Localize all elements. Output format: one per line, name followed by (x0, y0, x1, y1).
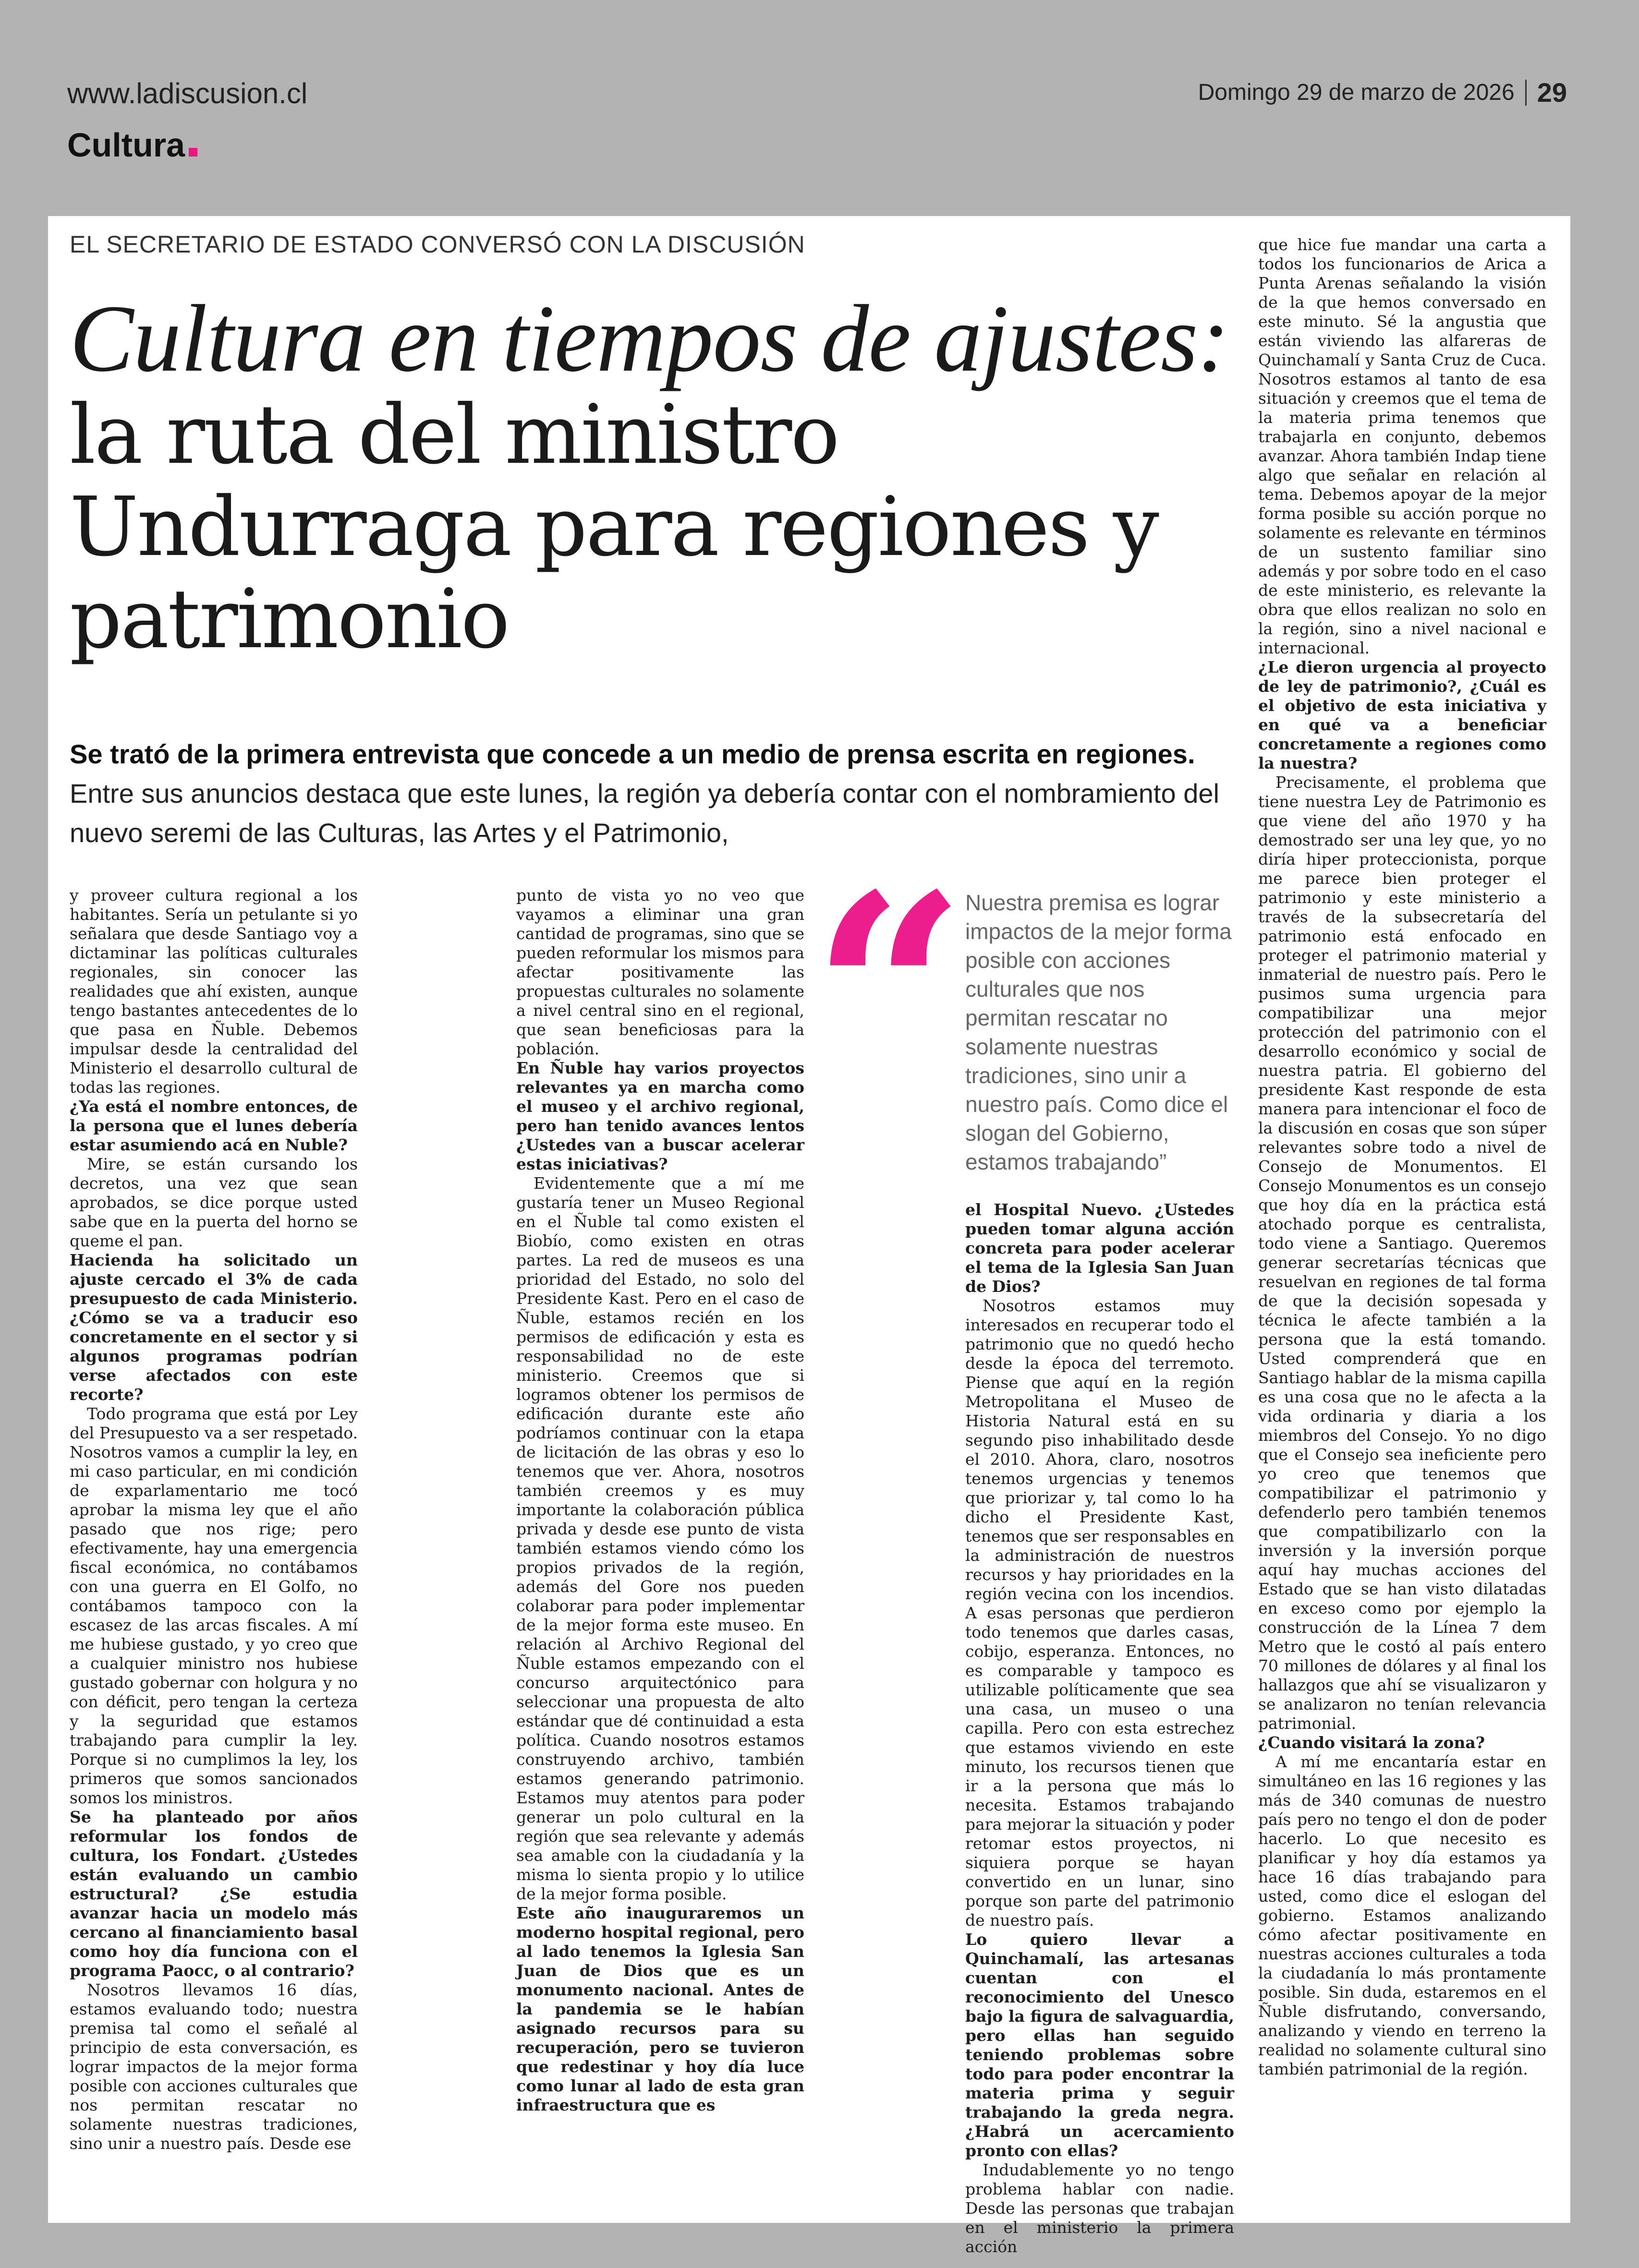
body-paragraph: Todo programa que está por Ley del Presupuesto va a ser respetado. Nosotros vamos a cumplir la ley, en mi caso particular, en mi condición de exparlamentario me tocó aprobar la misma ley que el año pasado que nos rige; pero efectivamente, hay una emergencia fiscal económica, no contábamos con una guerra en El Golfo, no contábamos tampoco con la escasez de las arcas fiscales. A mí me hubiese gustado, y yo creo que a cualquier ministro nos hubiese gustado gobernar con holgura y no con déficit, pero tengan la certeza y la seguridad que estamos trabajando para cumplir la ley. Porque si no cumplimos la ley, los primeros que somos sancionados somos los ministros. (70, 1404, 358, 1807)
body-paragraph: y proveer cultura regional a los habitantes. Sería un petulante si yo señalara que desde Santiago voy a dictaminar las políticas culturales regionales, sin conocer las realidades que ahí existen, aunque tengo bastantes antecedentes de lo que pasa en Ñuble. Debemos impulsar desde la centralidad del Ministerio el desarrollo cultural de todas las regiones. (70, 886, 358, 1097)
issue-date: Domingo 29 de marzo de 2026 (1198, 80, 1515, 105)
headline-italic: Cultura en tiempos de ajustes: (70, 286, 1229, 392)
interview-question: ¿Le dieron urgencia al proyecto de ley de patrimonio?, ¿Cuál es el objetivo de esta iniciativa y en qué va a beneficiar concretamente a regiones como la nuestra? (1258, 658, 1546, 772)
pull-quote: Nuestra premisa es lograr impactos de la mejor forma posible con acciones culturales que nos permitan rescatar no solamente nuestras tradiciones, sino unir a nuestro país. Como dice el slogan del Gobierno, estamos trabajando” (965, 890, 1232, 1174)
interview-question: Lo quiero llevar a Quinchamalí, las artesanas cuentan con el reconocimiento del Unesco bajo la figura de salvaguardia, pero ellas han seguido teniendo problemas sobre todo para poder encontrar la materia prima y seguir trabajando la greda negra. ¿Habrá un acercamiento pronto con ellas? (965, 1930, 1234, 2160)
deck-lead: Se trató de la primera entrevista que concede a un medio de prensa escrita en regiones. (70, 739, 1195, 769)
masthead-bar (0, 0, 1639, 216)
body-paragraph: punto de vista yo no veo que vayamos a eliminar una gran cantidad de programas, sino que se pueden reformular los mismos para afectar positivamente las propuestas culturales no solamente a nivel central sino en el regional, que sean beneficiosas para la población. (516, 886, 804, 1058)
interview-question: Hacienda ha solicitado un ajuste cercado el 3% de cada presupuesto de cada Ministerio. ¿Cómo se va a traducir eso concretamente en el sector y si algunos programas podrían verse afectados con este recorte? (70, 1251, 358, 1404)
body-paragraph: Precisamente, el problema que tiene nuestra Ley de Patrimonio es que viene del año 1970 y ha demostrado ser una ley que, yo no diría hiper proteccionista, porque me parece bien proteger el patrimonio y este ministerio a través de la subsecretaría del patrimonio está enfocado en proteger el patrimonio material y inmaterial de nuestro país. Pero le pusimos suma urgencia para compatibilizar una mejor protección del patrimonio con el desarrollo económico y social de nuestra patria. El gobierno del presidente Kast responde de esta manera para intencionar el foco de la discusión en cosas que son súper relevantes sobre todo a nivel de Consejo de Monumentos. El Consejo Monumentos es un consejo que hoy día en la práctica está atochado porque es centralista, todo viene a Santiago. Queremos generar secretarías técnicas que resuelvan en regiones de tal forma de que la decisión sopesada y técnica le afecte también a la persona que la está tomando. Usted comprenderá que en Santiago hablar de la misma capilla es una cosa que no le afecta a la vida ordinaria y diaria a los miembros del Consejo. Yo no digo que el Consejo sea ineficiente pero yo creo que tenemos que compatibilizar el patrimonio y defenderlo pero también tenemos que compatibilizarlo con la inversión y la inversión porque aquí hay muchas acciones del Estado que se han visto dilatadas en exceso como por ejemplo la construcción de la Línea 7 dem Metro que le costó al país entero 70 millones de dólares y al final los hallazgos que ahí se visualizaron y se analizaron no tenían relevancia patrimonial. (1258, 773, 1546, 1733)
interview-question: ¿Cuando visitará la zona? (1258, 1733, 1485, 1752)
headline-rest: la ruta del ministro Undurraga para regiones y patrimonio (70, 387, 1158, 667)
interview-question: Se ha planteado por años reformular los fondos de cultura, los Fondart. ¿Ustedes están evaluando un cambio estructural? ¿Se estudia avanzar hacia un modelo más cercano al financiamiento basal como hoy día funciona con el programa Paocc, o al contrario? (70, 1808, 358, 1980)
article-kicker: EL SECRETARIO DE ESTADO CONVERSÓ CON LA DISCUSIÓN (70, 231, 805, 258)
body-paragraph: Nosotros estamos muy interesados en recuperar todo el patrimonio que no quedó hecho desde la época del terremoto. Piense que aquí en la región Metropolitana el Museo de Historia Natural está en su segundo piso inhabilitado desde el 2010. Ahora, claro, nosotros tenemos urgencias y tenemos que priorizar y, tal como lo ha dicho el Presidente Kast, tenemos que ser responsables en la administración de nuestros recursos y hay prioridades en la región vecina con los incendios. A esas personas que perdieron todo tenemos que darles casas, cobijo, esperanza. Entonces, no es comparable y tampoco es utilizable políticamente que sea una casa, un museo o una capilla. Pero con esta estrechez que estamos viviendo en este minuto, los recursos tienen que ir a la persona que más lo necesita. Estamos trabajando para mejorar la situación y poder retomar estos proyectos, ni siquiera porque se hayan convertido en un lunar, sino porque son parte del patrimonio de nuestro país. (965, 1296, 1234, 1930)
interview-question: Este año inauguraremos un moderno hospital regional, pero al lado tenemos la Iglesia San Juan de Dios que es un monumento nacional. Antes de la pandemia se le habían asignado recursos para su recuperación, pero se tuvieron que redestinar y hoy día luce como lunar al lado de esta gran infraestructura que es (516, 1904, 804, 2114)
section-title: Cultura (67, 126, 185, 164)
article-page (48, 216, 1570, 2256)
dateline-divider (1525, 80, 1527, 106)
page-number: 29 (1537, 77, 1567, 108)
section-accent-dot (189, 148, 197, 157)
body-paragraph: Mire, se están cursando los decretos, una vez que sean aprobados, se dice porque usted sabe que en la puerta del horno se queme el pan. (70, 1155, 358, 1250)
site-url[interactable]: www.ladiscusion.cl (67, 77, 308, 109)
article-headline (70, 286, 1232, 667)
deck-rest: Entre sus anuncios destaca que este lunes, la región ya debería contar con el nombramiento del nuevo seremi de las Culturas, las Artes y el Patrimonio, (70, 778, 1219, 848)
body-paragraph: Nosotros llevamos 16 días, estamos evaluando todo; nuestra premisa tal como el señalé al principio de esta conversación, es lograr impactos de la mejor forma posible con acciones culturales que nos permitan rescatar no solamente nuestras tradiciones, sino unir a nuestro país. Desde ese (70, 1980, 358, 2153)
text-column-2 (516, 886, 804, 2115)
article-deck (70, 735, 1232, 853)
body-paragraph: A mí me encantaría estar en simultáneo en las 16 regiones y las más de 340 comunas de nuestro país pero no tengo el don de poder hacerlo. Lo que necesito es planificar y hoy día estamos ya hace 16 días trabajando para usted, como dice el eslogan del gobierno. Estamos analizando cómo afectar positivamente en nuestras acciones culturales a toda la ciudadanía lo más prontamente posible. Sin duda, estaremos en el Ñuble disfrutando, conversando, analizando y viendo en terreno la realidad no solamente cultural sino también patrimonial de la región. (1258, 1752, 1546, 2078)
interview-question: En Ñuble hay varios proyectos relevantes ya en marcha como el museo y el archivo regional, pero han tenido avances lentos ¿Ustedes van a buscar acelerar estas iniciativas? (516, 1059, 804, 1173)
text-column-1 (70, 886, 358, 2153)
quote-mark-icon: “ (812, 836, 967, 1152)
body-paragraph: Evidentemente que a mí me gustaría tener un Museo Regional en el Ñuble tal como existen el Biobío, como existen en otras partes. La red de museos es una prioridad del Estado, no solo del Presidente Kast. Pero en el caso de Ñuble, estamos recién en los permisos de edificación y esta es responsabilidad no de este ministerio. Creemos que si logramos obtener los permisos de edificación durante este año podríamos continuar con la etapa de licitación de las obras y eso lo tenemos que ver. Ahora, nosotros también creemos y es muy importante la colaboración pública privada y desde ese punto de vista también estamos viendo cómo los propios privados de la región, además del Gore nos pueden colaborar para poder implementar de la mejor forma este museo. En relación al Archivo Regional del Ñuble estamos empezando con el concurso arquitectónico para seleccionar una propuesta de alto estándar que dé continuidad a esta política. Cuando nosotros estamos construyendo archivo, también estamos generando patrimonio. Estamos muy atentos para poder generar un polo cultural en la región que sea relevante y además sea amable con la ciudadanía y la misma lo sienta propio y lo utilice de la mejor forma posible. (516, 1174, 804, 1903)
interview-question: el Hospital Nuevo. ¿Ustedes pueden tomar alguna acción concreta para poder acelerar el tema de la Iglesia San Juan de Dios? (965, 1200, 1234, 1296)
dateline (1198, 77, 1567, 108)
interview-question: ¿Ya está el nombre entonces, de la persona que el lunes debería estar asumiendo acá en Nuble? (70, 1097, 358, 1154)
body-paragraph: que hice fue mandar una carta a todos los funcionarios de Arica a Punta Arenas señalando la visión de la que hemos conversado en este minuto. Sé la angustia que están viviendo las alfareras de Quinchamalí y Santa Cruz de Cuca. Nosotros estamos al tanto de esa situación y creemos que el tema de la materia prima tenemos que trabajarla en conjunto, debemos avanzar. Ahora también Indap tiene algo que señalar en relación al tema. Debemos apoyar de la mejor forma posible su acción porque no solamente es relevante en términos de un sustento familiar sino además y por sobre todo en el caso de este ministerio, es relevante la obra que ellos realizan no solo en la región, sino a nivel nacional e internacional. (1258, 235, 1546, 657)
section-label (67, 126, 197, 164)
text-column-4 (1258, 235, 1546, 2079)
text-column-3 (965, 1200, 1234, 2256)
body-paragraph: Indudablemente yo no tengo problema hablar con nadie. Desde las personas que trabajan en el ministerio la primera acción (965, 2160, 1234, 2256)
